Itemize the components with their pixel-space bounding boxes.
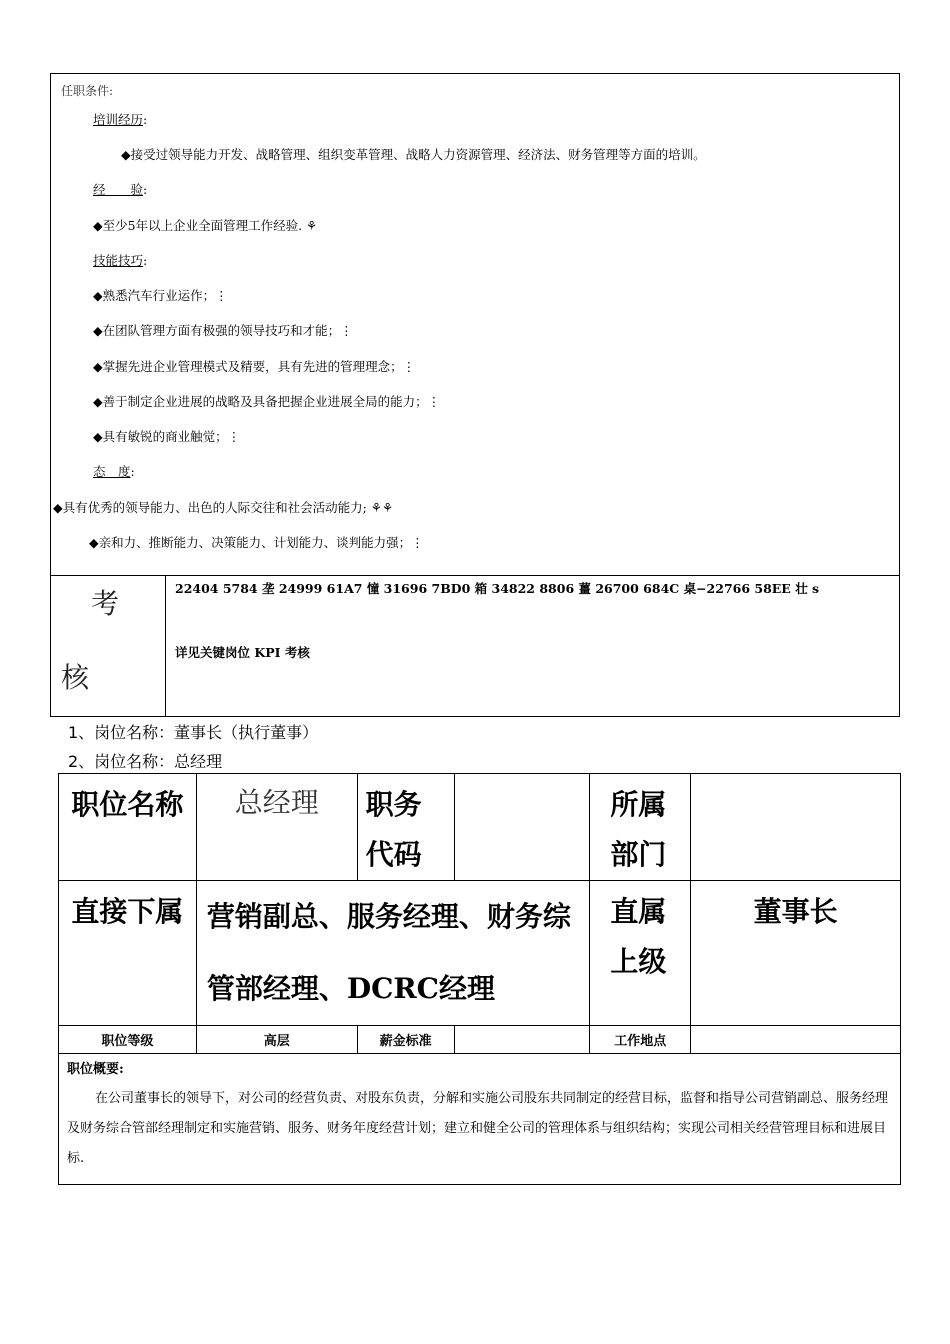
summary-text: 在公司董事长的领导下，对公司的经营负责、对股东负责，分解和实施公司股东共同制定的经营目标，监督和指导公司营销副总、服务经理及财务综合管部经理制定和实施营销、服务、财务年度经营计划；建立和健全公司的管理体系与组织结构；实现公司相关经营管理目标和进展目标. <box>67 1091 889 1166</box>
heading-position-2: 2、岗位名称：总经理 <box>68 752 223 771</box>
skill-item: ◆掌握先进企业管理模式及精要，具有先进的管理理念；⋮ <box>93 359 416 374</box>
divider <box>165 575 166 717</box>
position-name-value: 总经理 <box>196 774 357 881</box>
experience-heading: 经 验: <box>93 182 148 197</box>
skills-heading: 技能技巧: <box>93 253 148 268</box>
skill-item: ◆善于制定企业进展的战略及具备把握企业进展全局的能力；⋮ <box>93 394 441 409</box>
superior-value: 董事长 <box>691 881 901 1026</box>
salary-label: 薪金标准 <box>357 1026 454 1054</box>
position-name-label: 职位名称 <box>59 774 197 881</box>
attitude-item: ◆亲和力、推断能力、决策能力、计划能力、谈判能力强；⋮ <box>89 535 424 550</box>
assessment-detail: 详见关键岗位 KPI 考核 <box>175 645 310 660</box>
requirements-box <box>50 73 900 717</box>
assessment-code-line: 22404 5784 垄 24999 61A7 憧 31696 7BD0 箱 34822 8806 薑 26700 684C 桌−22766 58EE 壮 s <box>175 581 820 596</box>
assessment-label-2: 核 <box>61 661 90 694</box>
subordinates-value: 营销副总、服务经理、财务综管部经理、DCRC经理 <box>196 881 589 1026</box>
superior-label: 直属上级 <box>590 881 691 1026</box>
job-description-table <box>58 773 901 1185</box>
job-code-label: 职务代码 <box>357 774 454 881</box>
requirements-title: 任职条件: <box>61 84 114 98</box>
attitude-item: ◆具有优秀的领导能力、出色的人际交往和社会活动能力; ⚘⚘ <box>53 500 394 515</box>
location-label: 工作地点 <box>590 1026 691 1054</box>
grade-value: 高层 <box>196 1026 357 1054</box>
location-value <box>691 1026 901 1054</box>
experience-item: ◆至少5年以上企业全面管理工作经验. ⚘ <box>93 218 318 233</box>
skill-item: ◆在团队管理方面有极强的领导技巧和才能；⋮ <box>93 323 353 338</box>
summary-cell <box>59 1054 901 1185</box>
job-code-value <box>454 774 590 881</box>
subordinates-label: 直接下属 <box>59 881 197 1026</box>
skill-item: ◆熟悉汽车行业运作；⋮ <box>93 288 228 303</box>
department-label: 所属部门 <box>590 774 691 881</box>
assessment-label-1: 考 <box>91 587 120 620</box>
skill-item: ◆具有敏锐的商业触觉；⋮ <box>93 429 241 444</box>
training-item: ◆接受过领导能力开发、战略管理、组织变革管理、战略人力资源管理、经济法、财务管理等方面的培训。 <box>121 147 706 162</box>
department-value <box>691 774 901 881</box>
summary-label: 职位概要: <box>67 1062 124 1077</box>
divider <box>51 575 899 576</box>
heading-position-1: 1、岗位名称：董事长（执行董事） <box>68 723 319 742</box>
training-heading: 培训经历: <box>93 112 148 127</box>
attitude-heading: 态 度: <box>93 464 135 479</box>
grade-label: 职位等级 <box>59 1026 197 1054</box>
salary-value <box>454 1026 590 1054</box>
